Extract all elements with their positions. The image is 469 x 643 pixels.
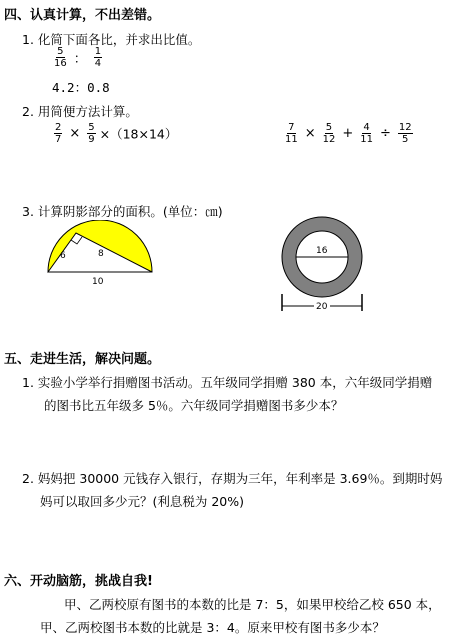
fraction: $\frac{5}{12}$ [322,122,336,145]
s5-q2-line2: 妈可以取回多少元？(利息税为 20%) [40,494,245,509]
fraction: $\frac{5}{9}$ [88,122,95,145]
fraction: $\frac{2}{7}$ [55,122,62,145]
fraction: $\frac{4}{11}$ [360,122,373,145]
side-label-a: 6 [60,251,66,261]
section4-title: 四、认真计算，不出差错。 [4,8,161,23]
s5-q1-line2: 的图书比五年级多 5％。六年级同学捐赠图书多少本？ [44,398,344,413]
q1-label: 1. 化简下面各比，并求出比值。 [22,32,201,47]
inner-diameter-label: 16 [316,246,328,256]
section5-title: 五、走进生活，解决问题。 [4,352,161,367]
q2-expression-b: $\frac{7}{11}$ × $\frac{5}{12}$ + $\frac{4}{11}$ ÷ $\frac{12}{5}$ [285,122,412,145]
base-label: 10 [92,277,104,287]
side-label-b: 8 [98,249,104,259]
s5-q2-line1: 2. 妈妈把 30000 元钱存入银行，存期为三年，年利率是 3.69％。到期时妈 [22,471,443,486]
fraction: $\frac{12}{5}$ [398,122,412,145]
semicircle-triangle-figure [40,220,160,288]
q1-ratio-decimal: 4.2：0.8 [52,80,110,95]
fraction: $\frac{5}{16}$ [54,46,67,69]
colon: ： [73,52,87,67]
section6-title: 六、开动脑筋，挑战自我! [4,574,153,589]
q2-expression-a: $\frac{2}{7}$ × $\frac{5}{9}$ ×（18×14） [55,122,178,145]
fraction: $\frac{7}{11}$ [285,122,298,145]
s5-q1-line1: 1. 实验小学举行捐赠图书活动。五年级同学捐赠 380 本，六年级同学捐赠 [22,375,433,390]
s6-line1: 甲、乙两校原有图书的本数的比是 7：5，如果甲校给乙校 650 本， [64,597,441,612]
outer-diameter-label: 20 [316,302,328,312]
q3-label: 3. 计算阴影部分的面积。(单位：㎝) [22,204,223,219]
ring-figure [270,214,380,320]
q1-ratio-fractions [54,46,102,69]
q2-label: 2. 用简便方法计算。 [22,104,138,119]
s6-line2: 甲、乙两校图书本数的比就是 3：4。原来甲校有图书多少本？ [40,620,385,635]
fraction: $\frac{1}{4}$ [94,46,102,69]
